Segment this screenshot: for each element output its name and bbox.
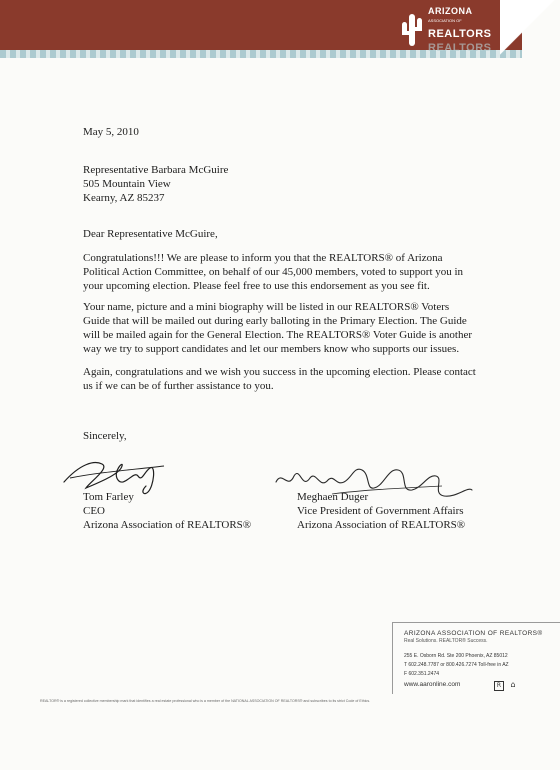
letter-date: May 5, 2010 (83, 126, 139, 138)
equal-housing-icon: ⌂ (510, 680, 516, 689)
paragraph-line: Your name, picture and a mini biography will be listed in our REALTORS® Voters (83, 301, 450, 313)
signatory-ceo (83, 490, 251, 532)
footer-contact-block (404, 630, 543, 688)
footer-org: ARIZONA ASSOCIATION OF REALTORS® (404, 630, 543, 637)
paragraph-voter-guide (83, 300, 472, 356)
closing: Sincerely, (83, 430, 127, 442)
footer-address: 255 E. Osborn Rd. Ste 200 Phoenix, AZ 85012 (404, 653, 508, 659)
paragraph-line: will be mailed again for the General Election. The REALTORS® Voter Guide is another (83, 329, 472, 341)
paragraph-line: Guide that will be mailed out during early balloting in the Primary Election. The Guide (83, 315, 467, 327)
footer-logos (494, 680, 516, 691)
signatory-org: Arizona Association of REALTORS® (83, 519, 252, 531)
paragraph-closing-wish (83, 365, 476, 393)
paragraph-line: way we try to support candidates and let our members know who supports our issues. (83, 343, 460, 355)
paragraph-line: your upcoming election. Please feel free to use this endorsement as you see fit. (83, 280, 430, 292)
logo-arizona: ARIZONA (428, 6, 473, 16)
signatory-title: Vice President of Government Affairs (297, 505, 464, 517)
paragraph-line: us if we can be of further assistance to you. (83, 380, 274, 392)
arizona-realtors-logo (400, 4, 518, 56)
signatory-title: CEO (83, 505, 105, 517)
paragraph-line: Again, congratulations and we wish you success in the upcoming election. Please contact (83, 366, 476, 378)
signatory-name: Tom Farley (83, 491, 134, 503)
footer-rule-left (392, 622, 393, 694)
signatory-vp (297, 490, 465, 532)
paragraph-congratulations (83, 251, 463, 293)
footer-website: www.aaronline.com (404, 681, 461, 688)
footer-address-block (404, 652, 543, 679)
cactus-icon (400, 12, 424, 46)
salutation: Dear Representative McGuire, (83, 228, 218, 240)
footer-rule-top (392, 622, 560, 623)
logo-association-of: ASSOCIATION OF (428, 18, 462, 23)
recipient-city: Kearny, AZ 85237 (83, 192, 165, 204)
footer-phone: T 602.248.7787 or 800.426.7274 Toll-free in AZ (404, 662, 509, 668)
logo-realtors-reflection: REALTORS (428, 42, 492, 54)
footer-fax: F 602.351.2474 (404, 671, 440, 677)
signatory-org: Arizona Association of REALTORS® (297, 519, 466, 531)
logo-realtors: REALTORS (428, 28, 492, 40)
signatory-name: Meghaen Duger (297, 491, 369, 503)
footer-tagline: Real Solutions. REALTOR® Success. (404, 638, 488, 644)
realtor-mark-icon: R (494, 681, 504, 691)
recipient-name: Representative Barbara McGuire (83, 164, 229, 176)
paragraph-line: Congratulations!!! We are please to inform you that the REALTORS® of Arizona (83, 252, 443, 264)
paragraph-line: Political Action Committee, on behalf of our 45,000 members, voted to support you in (83, 266, 464, 278)
recipient-street: 505 Mountain View (83, 178, 171, 190)
footer-fineprint: REALTOR® is a registered collective membership mark that identifies a real estate professional who is a member of the NATIONAL ASSOCIATION OF REALTORS® and subscribes to its strict Code of Ethics. (40, 699, 371, 703)
